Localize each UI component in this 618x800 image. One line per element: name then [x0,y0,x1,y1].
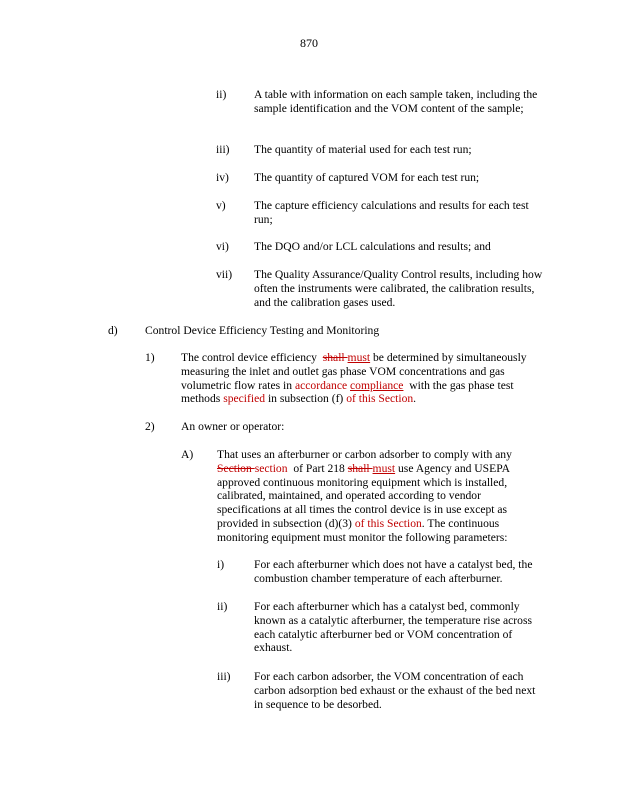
text-line: monitoring equipment must monitor the following parameters: [217,530,508,544]
text-run: provided in subsection (d)(3) [217,516,355,530]
text-run: be determined by simultaneously [370,351,527,364]
list-item-label: v) [216,199,226,212]
deleted-text: shall [322,351,348,364]
list-item-label: iii) [216,143,230,156]
list-item-text: For each afterburner which does not have a catalyst bed, the combustion chamber temperature of each afterburner. [254,558,533,585]
deleted-text: accordance [294,378,351,392]
inserted-text: compliance [350,378,404,392]
deleted-text: shall [347,461,373,475]
list-item-text: The quantity of material used for each test run; [254,143,472,156]
text-run: volumetric flow rates in [181,378,295,392]
inserted-text: section [254,461,288,475]
text-run: of Part 218 [287,461,348,475]
inserted-text: must [372,461,396,475]
list-item-label: i) [217,558,225,571]
inserted-text: specified [223,392,266,406]
inserted-text: of this Section [346,392,414,406]
text-line: measuring the inlet and outlet gas phase VOM concentrations and gas [181,364,505,378]
list-item-label: iv) [216,171,229,184]
list-item-label: vi) [216,240,229,253]
list-item-text: The capture efficiency calculations and results for each test run; [254,199,529,226]
text-run: methods [181,392,224,406]
text-line: That uses an afterburner or carbon adsorber to comply with any [217,448,512,461]
item-a-paragraph [217,448,547,545]
text-line: approved continuous monitoring equipment which is installed, [217,475,508,489]
text-run: with the gas phase test [403,378,514,392]
list-item-label: iii) [217,670,231,683]
list-item-text: The quantity of captured VOM for each test run; [254,171,480,184]
deleted-text: Section [217,461,255,475]
list-item-label: vii) [216,268,233,281]
list-item-label: ii) [216,88,227,101]
list-item-label: ii) [217,600,228,613]
text-line: calibrated, maintained, and operated according to vendor [217,489,481,503]
item-label: 2) [145,420,155,433]
text-run: . The continuous [421,516,500,530]
item-label: A) [181,448,194,461]
item-text: An owner or operator: [181,420,285,433]
inserted-text: of this Section [354,516,422,530]
page-number: 870 [300,36,318,50]
list-item-text: For each afterburner which has a catalyst bed, commonly known as a catalytic afterburner, the temperature rise across each catalytic afterburner bed or VOM concentration of exhaust. [254,600,532,655]
text-run: The control device efficiency [181,351,317,364]
section-title: Control Device Efficiency Testing and Monitoring [145,324,380,337]
list-item-text: The Quality Assurance/Quality Control results, including how often the instruments were calibrated, the calibration results, and the calibration gases used. [254,268,543,309]
text-line: specifications at all times the control device is in use except as [217,503,508,517]
inserted-text: must [347,351,371,364]
text-run: in subsection (f) [265,392,347,406]
list-item-text: For each carbon adsorber, the VOM concentration of each carbon adsorption bed exhaust or the exhaust of the bed next in sequence to be desorbed. [254,670,536,711]
section-label: d) [108,324,118,337]
item-label: 1) [145,351,155,364]
text-run: . [413,392,417,406]
list-item-text: The DQO and/or LCL calculations and results; and [254,240,491,253]
text-run: use Agency and USEPA [395,461,510,475]
list-item-text: A table with information on each sample taken, including the sample identification and the VOM content of the sample; [254,88,538,115]
item-1-paragraph [181,351,551,406]
